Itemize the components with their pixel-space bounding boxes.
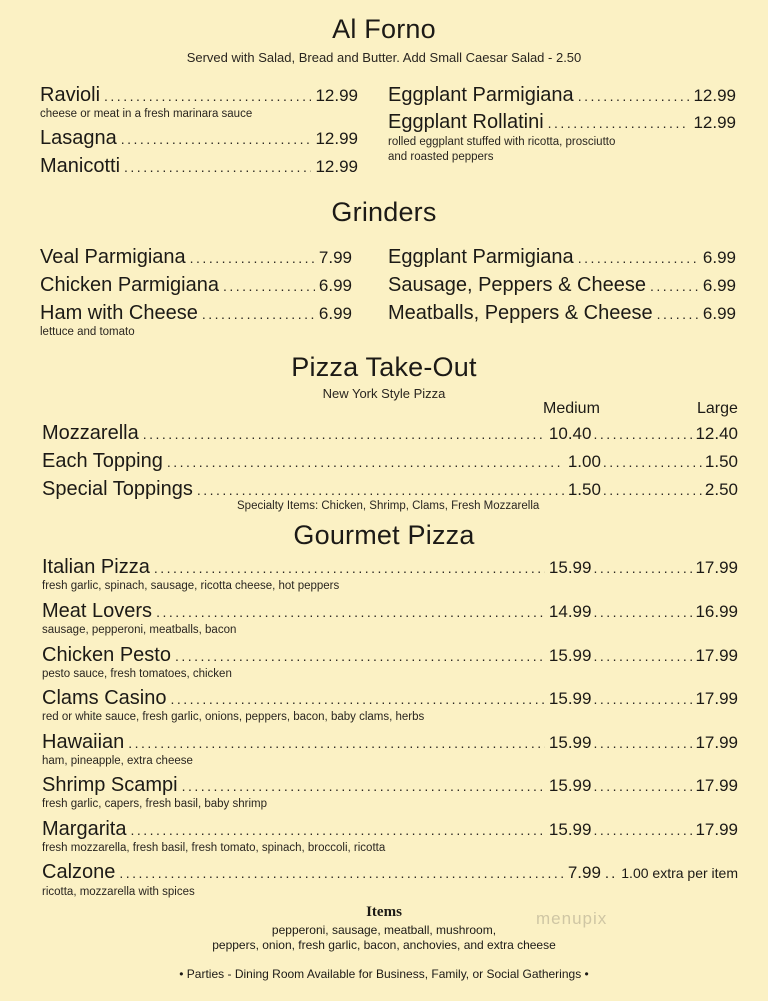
leader-dots: .. <box>604 865 618 882</box>
item-name: Chicken Pesto <box>42 644 171 666</box>
item-name: Eggplant Parmigiana <box>388 84 574 106</box>
medium-price: 15.99 <box>548 820 592 839</box>
grinders-title: Grinders <box>331 197 437 227</box>
item-name: Sausage, Peppers & Cheese <box>388 274 646 296</box>
item-description: fresh mozzarella, fresh basil, fresh tomato, spinach, broccoli, ricotta <box>42 842 386 854</box>
item-description: ham, pineapple, extra cheese <box>42 755 193 767</box>
leader-dots <box>156 604 545 620</box>
item-name: Ham with Cheese <box>40 302 198 324</box>
medium-price: 15.99 <box>548 733 592 752</box>
medium-price: 1.50 <box>567 480 601 499</box>
pizza-row <box>42 774 738 797</box>
medium-price: 10.40 <box>548 424 592 443</box>
menu-item <box>40 246 352 269</box>
calzone-extra: 1.00 extra per item <box>621 865 738 881</box>
medium-price: 14.99 <box>548 602 592 621</box>
leader-dots <box>154 560 545 576</box>
items-title: Items <box>366 904 402 920</box>
leader-dots <box>121 131 312 147</box>
leader-dots <box>593 648 693 664</box>
pizza-takeout-title: Pizza Take-Out <box>291 352 477 382</box>
leader-dots <box>548 115 690 131</box>
item-name: Eggplant Parmigiana <box>388 246 574 268</box>
leader-dots <box>119 865 563 881</box>
leader-dots <box>650 278 699 294</box>
leader-dots <box>167 454 564 470</box>
leader-dots <box>657 306 699 322</box>
menu-item <box>40 274 352 297</box>
item-name: Lasagna <box>40 127 117 149</box>
pizza-row <box>42 450 738 473</box>
leader-dots <box>170 691 544 707</box>
leader-dots <box>593 691 693 707</box>
leader-dots <box>223 278 315 294</box>
pizza-row <box>42 687 738 710</box>
specialty-items-note: Specialty Items: Chicken, Shrimp, Clams, Fresh Mozzarella <box>237 500 540 512</box>
menu-item <box>388 84 736 107</box>
leader-dots <box>182 778 545 794</box>
leader-dots <box>603 482 703 498</box>
item-name: Eggplant Rollatini <box>388 111 544 133</box>
medium-price: 15.99 <box>548 776 592 795</box>
menu-item <box>388 246 736 269</box>
large-price: 17.99 <box>695 646 738 665</box>
leader-dots <box>143 426 545 442</box>
leader-dots <box>593 778 693 794</box>
item-description: sausage, pepperoni, meatballs, bacon <box>42 624 237 636</box>
item-price: 6.99 <box>702 276 736 295</box>
leader-dots <box>603 454 703 470</box>
pizza-row <box>42 422 738 445</box>
item-price: 7.99 <box>318 248 352 267</box>
item-name: Meat Lovers <box>42 600 153 622</box>
item-name: Each Topping <box>42 450 163 472</box>
items-line: pepperoni, sausage, meatball, mushroom, <box>271 923 497 937</box>
large-price: 2.50 <box>704 480 738 499</box>
menu-item <box>40 127 358 150</box>
leader-dots <box>104 88 311 104</box>
item-description: fresh garlic, capers, fresh basil, baby shrimp <box>42 798 267 810</box>
item-description: red or white sauce, fresh garlic, onions, peppers, bacon, baby clams, herbs <box>42 711 425 723</box>
menu-item <box>388 302 736 325</box>
al-forno-subtitle: Served with Salad, Bread and Butter. Add Small Caesar Salad - 2.50 <box>186 50 582 65</box>
pizza-row <box>42 478 738 501</box>
leader-dots <box>130 822 544 838</box>
pizza-row <box>42 731 738 754</box>
item-name: Ravioli <box>40 84 101 106</box>
item-name: Veal Parmigiana <box>40 246 186 268</box>
watermark: menupix <box>536 909 608 928</box>
item-price: 6.99 <box>318 304 352 323</box>
medium-price: 15.99 <box>548 558 592 577</box>
leader-dots <box>202 306 315 322</box>
item-description: and roasted peppers <box>388 151 494 163</box>
leader-dots <box>593 426 693 442</box>
items-line: peppers, onion, fresh garlic, bacon, anchovies, and extra cheese <box>212 938 556 952</box>
leader-dots <box>128 735 545 751</box>
item-name: Manicotti <box>40 155 121 177</box>
item-name: Calzone <box>42 861 116 883</box>
pizza-row <box>42 556 738 579</box>
pizza-takeout-subtitle: New York Style Pizza <box>322 386 446 401</box>
item-name: Clams Casino <box>42 687 167 709</box>
item-description: fresh garlic, spinach, sausage, ricotta cheese, hot peppers <box>42 580 340 592</box>
item-name: Chicken Parmigiana <box>40 274 219 296</box>
item-description: ricotta, mozzarella with spices <box>42 886 195 898</box>
item-description: cheese or meat in a fresh marinara sauce <box>40 108 253 120</box>
item-price: 6.99 <box>318 276 352 295</box>
leader-dots <box>593 822 693 838</box>
leader-dots <box>197 482 564 498</box>
large-price: 17.99 <box>695 558 738 577</box>
item-price: 6.99 <box>702 248 736 267</box>
medium-price: 15.99 <box>548 646 592 665</box>
footer-note: • Parties - Dining Room Available for Business, Family, or Social Gatherings • <box>179 967 589 981</box>
large-price: 17.99 <box>695 820 738 839</box>
item-name: Special Toppings <box>42 478 193 500</box>
item-price: 6.99 <box>702 304 736 323</box>
calzone-row <box>42 861 738 884</box>
item-name: Mozzarella <box>42 422 139 444</box>
item-price: 12.99 <box>693 113 736 132</box>
leader-dots <box>578 250 699 266</box>
medium-price: 15.99 <box>548 689 592 708</box>
menu-item <box>40 155 358 178</box>
large-price: 12.40 <box>695 424 738 443</box>
large-price: 17.99 <box>695 776 738 795</box>
item-price: 12.99 <box>315 86 358 105</box>
column-header-large: Large <box>697 400 738 417</box>
leader-dots <box>593 604 693 620</box>
pizza-row <box>42 644 738 667</box>
pizza-row <box>42 818 738 841</box>
large-price: 16.99 <box>695 602 738 621</box>
leader-dots <box>593 735 693 751</box>
item-price: 12.99 <box>693 86 736 105</box>
medium-price: 1.00 <box>567 452 601 471</box>
item-name: Shrimp Scampi <box>42 774 178 796</box>
menu-item <box>388 111 736 134</box>
item-description: lettuce and tomato <box>40 326 135 338</box>
item-price: 12.99 <box>315 157 358 176</box>
large-price: 17.99 <box>695 733 738 752</box>
item-name: Italian Pizza <box>42 556 150 578</box>
item-name: Margarita <box>42 818 127 840</box>
large-price: 17.99 <box>695 689 738 708</box>
menu-item <box>40 84 358 107</box>
item-description: pesto sauce, fresh tomatoes, chicken <box>42 668 232 680</box>
menu-item <box>40 302 352 325</box>
large-price: 1.50 <box>704 452 738 471</box>
leader-dots <box>190 250 315 266</box>
pizza-row <box>42 600 738 623</box>
al-forno-title: Al Forno <box>332 14 436 44</box>
leader-dots <box>124 159 311 175</box>
item-name: Hawaiian <box>42 731 125 753</box>
column-header-medium: Medium <box>543 400 600 417</box>
leader-dots <box>578 88 690 104</box>
leader-dots <box>593 560 693 576</box>
calzone-price: 7.99 <box>567 863 601 882</box>
menu-item <box>388 274 736 297</box>
item-name: Meatballs, Peppers & Cheese <box>388 302 653 324</box>
leader-dots <box>175 648 545 664</box>
item-price: 12.99 <box>315 129 358 148</box>
item-description: rolled eggplant stuffed with ricotta, prosciutto <box>388 136 616 148</box>
gourmet-pizza-title: Gourmet Pizza <box>293 520 475 550</box>
